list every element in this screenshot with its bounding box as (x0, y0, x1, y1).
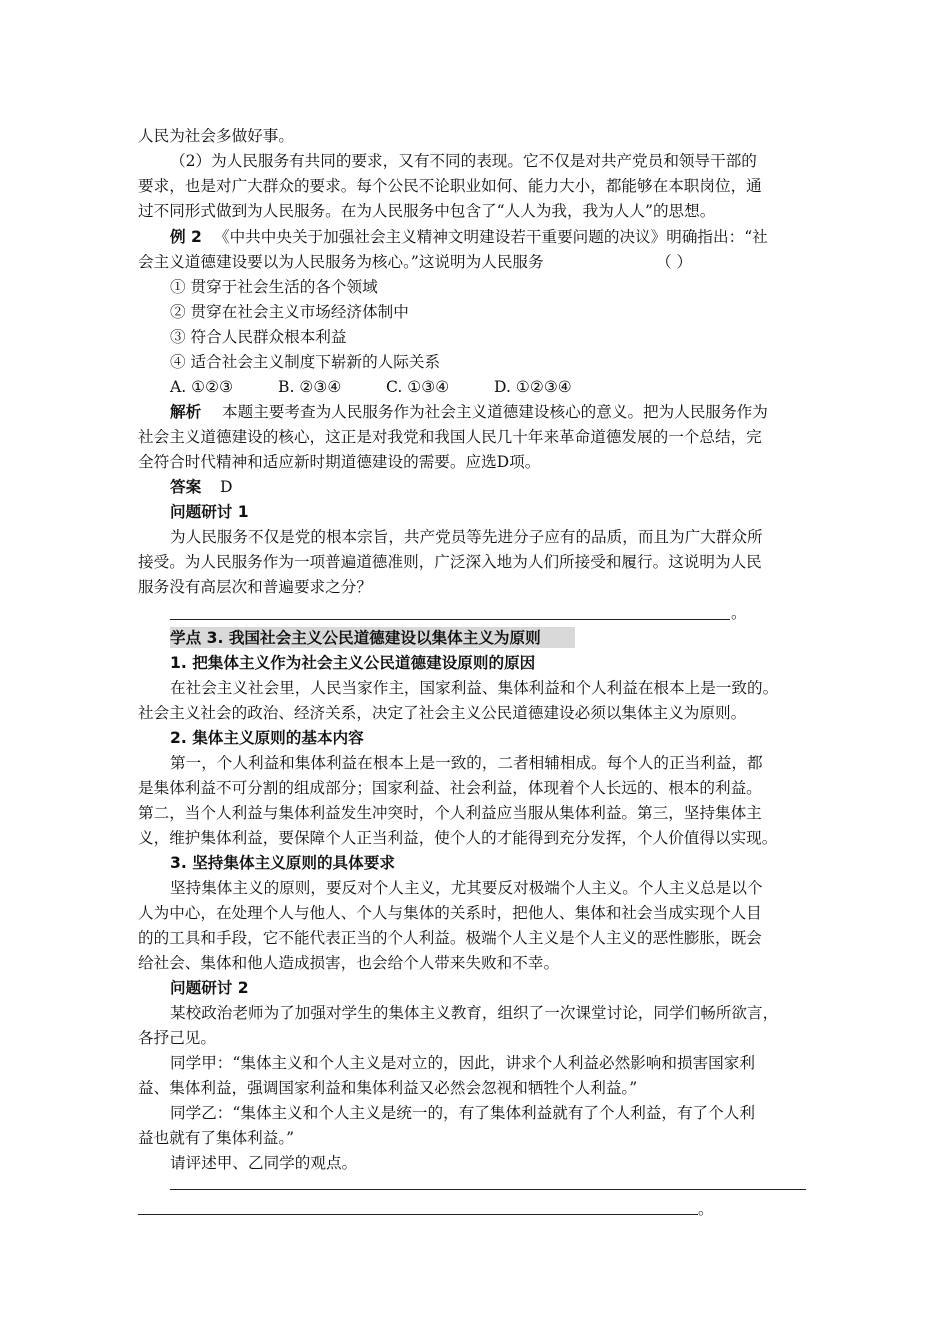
text-line: 社会主义道德建设的核心，这正是对我党和我国人民几十年来革命道德发展的一个总结，完 (138, 428, 762, 446)
answer-blank-parens: （ ） (656, 253, 693, 271)
text-line: （2）为人民服务有共同的要求，又有不同的表现。它不仅是对共产党员和领导干部的 (170, 152, 757, 170)
option-line: ③ 符合人民群众根本利益 (170, 328, 347, 346)
text-line: 第二，当个人利益与集体利益发生冲突时，个人利益应当服从集体利益。第三，坚持集体主 (138, 804, 762, 822)
text-line: 在社会主义社会里，人民当家作主，国家利益、集体利益和个人利益在根本上是一致的。 (170, 679, 779, 697)
text-line: 益、集体利益，强调国家利益和集体利益又必然会忽视和牺牲个人利益。” (138, 1079, 638, 1097)
text-line: 为人民服务不仅是党的根本宗旨，共产党员等先进分子应有的品质，而且为广大群众所 (170, 528, 763, 546)
text-line: 的的工具和手段，它不能代表正当的个人利益。极端个人主义是个人主义的恶性膨胀，既会 (138, 929, 762, 947)
choice-d: D. ①②③④ (494, 378, 572, 396)
text-line: 要求，也是对广大群众的要求。每个公民不论职业如何、能力大小，都能够在本职岗位，通 (138, 177, 762, 195)
choice-b: B. ②③④ (278, 378, 342, 396)
text-line: 坚持集体主义的原则，要反对个人主义，尤其要反对极端个人主义。个人主义总是以个 (170, 879, 763, 897)
discussion-heading: 问题研讨 2 (170, 979, 249, 997)
text-line: 全符合时代精神和适应新时期道德建设的需要。应选D项。 (138, 453, 541, 471)
answer-blank-line (170, 619, 730, 620)
text-line: 请评述甲、乙同学的观点。 (170, 1154, 358, 1172)
text-line: 人民为社会多做好事。 (138, 127, 294, 145)
choice-a: A. ①②③ (170, 378, 234, 396)
text-line: 同学乙：“集体主义和个人主义是统一的，有了集体利益就有了个人利益，有了个人利 (170, 1104, 755, 1122)
text-line: 人为中心，在处理个人与他人、个人与集体的关系时，把他人、集体和社会当成实现个人目 (138, 904, 762, 922)
period-mark: 。 (731, 604, 747, 622)
answer-blank-line (170, 1189, 806, 1190)
text-line: 接受。为人民服务作为一项普遍道德准则，广泛深入地为人们所接受和履行。这说明为人民 (138, 553, 762, 571)
subheading: 3. 坚持集体主义原则的具体要求 (170, 854, 395, 872)
text-line: 社会主义社会的政治、经济关系，决定了社会主义公民道德建设必须以集体主义为原则。 (138, 704, 747, 722)
text-line: 是集体利益不可分割的组成部分；国家利益、社会利益，体现着个人长远的、根本的利益。 (138, 779, 762, 797)
option-line: ① 贯穿于社会生活的各个领域 (170, 278, 378, 296)
answer-value: D (220, 478, 233, 496)
choice-c: C. ①③④ (386, 378, 450, 396)
option-line: ④ 适合社会主义制度下崭新的人际关系 (170, 353, 441, 371)
example-label: 例 2 (170, 228, 202, 246)
text-line: 服务没有高层次和普遍要求之分？ (138, 578, 372, 596)
subheading: 2. 集体主义原则的基本内容 (170, 729, 364, 747)
discussion-heading: 问题研讨 1 (170, 503, 249, 521)
answer-blank-line (138, 1214, 698, 1215)
text-line: 过不同形式做到为人民服务。在为人民服务中包含了“人人为我，我为人人”的思想。 (138, 202, 716, 220)
text-line: 各抒己见。 (138, 1029, 216, 1047)
subheading: 1. 把集体主义作为社会主义公民道德建设原则的原因 (170, 654, 536, 672)
text-line: 某校政治老师为了加强对学生的集体主义教育，组织了一次课堂讨论，同学们畅所欲言， (170, 1004, 779, 1022)
text-line: 会主义道德建设要以为人民服务为核心。”这说明为人民服务 (138, 253, 544, 271)
text-line: 给社会、集体和他人造成损害，也会给个人带来失败和不幸。 (138, 954, 560, 972)
section-heading: 学点 3. 我国社会主义公民道德建设以集体主义为原则 (170, 629, 541, 647)
analysis-label: 解析 (170, 403, 202, 421)
option-line: ② 贯穿在社会主义市场经济体制中 (170, 303, 409, 321)
answer-label: 答案 (170, 478, 202, 496)
text-line: 本题主要考查为人民服务作为社会主义道德建设核心的意义。把为人民服务作为 (222, 403, 768, 421)
text-line: 《中共中央关于加强社会主义精神文明建设若干重要问题的决议》明确指出：“社 (214, 228, 768, 246)
period-mark: 。 (698, 1200, 714, 1218)
text-line: 益也就有了集体利益。” (138, 1129, 295, 1147)
text-line: 义，维护集体利益，要保障个人正当利益，使个人的才能得到充分发挥，个人价值得以实现。 (138, 829, 778, 847)
text-line: 第一，个人利益和集体利益在根本上是一致的，二者相辅相成。每个人的正当利益，都 (170, 754, 763, 772)
text-line: 同学甲：“集体主义和个人主义是对立的，因此，讲求个人利益必然影响和损害国家利 (170, 1054, 755, 1072)
